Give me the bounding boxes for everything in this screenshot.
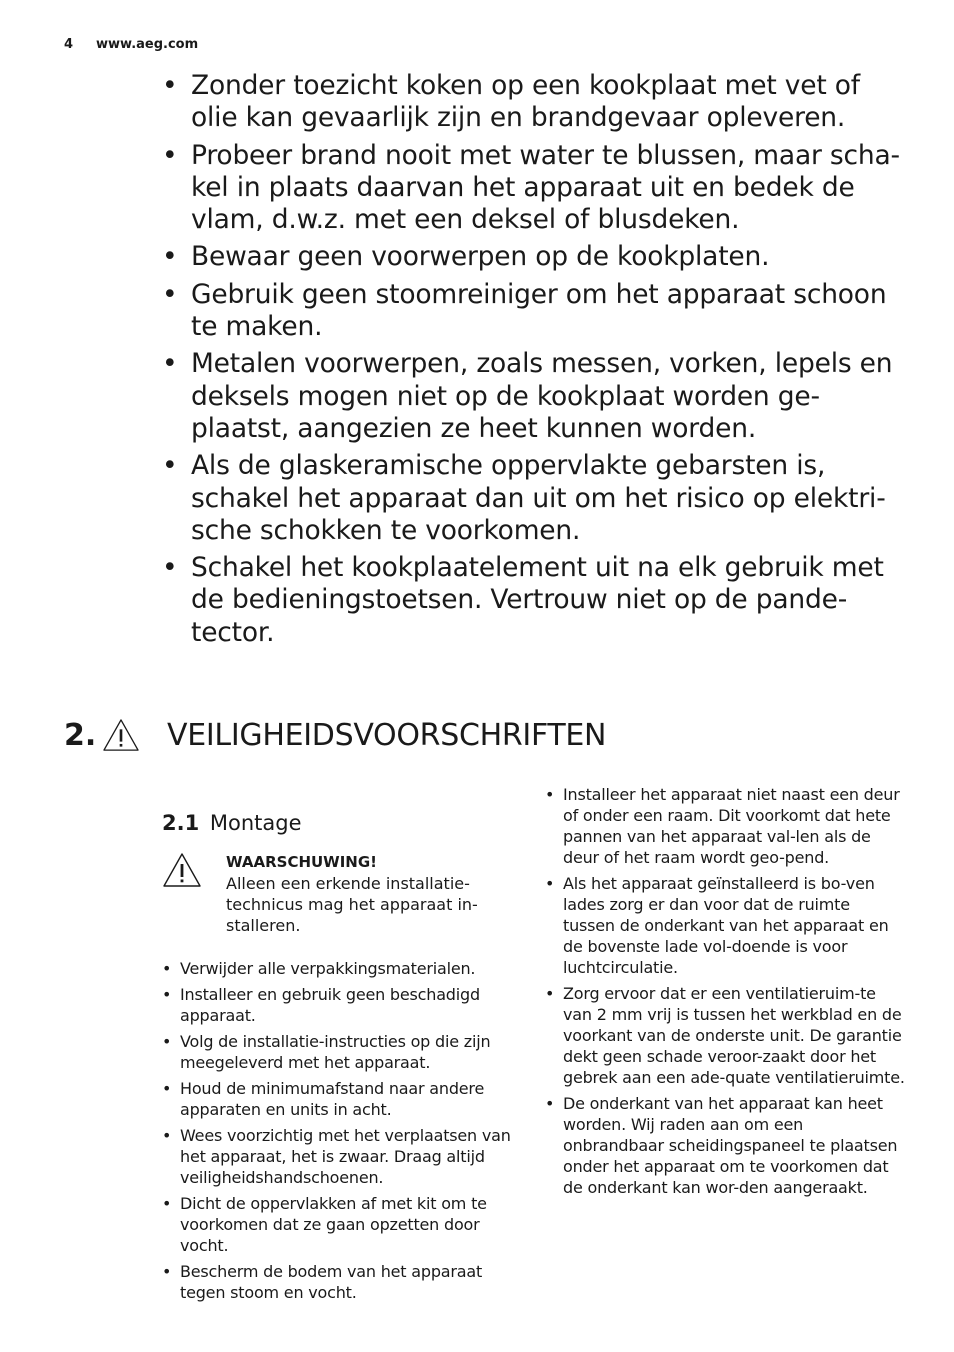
- list-item: • Wees voorzichtig met het verplaatsen van het apparaat, het is zwaar. Draag altijd veiligheidshandschoenen.: [162, 1125, 522, 1188]
- list-item: • Installeer het apparaat niet naast een deur of onder een raam. Dit voorkomt dat hete pannen van het apparaat val-len als de deur of het raam wordt geo-pend.: [545, 784, 905, 868]
- page-header: [64, 37, 198, 52]
- montage-list: [162, 958, 522, 1303]
- list-item: • Metalen voorwerpen, zoals messen, vorken, lepels en deksels mogen niet op de kookplaat worden ge-plaatst, aangezien ze heet kunnen worden.: [162, 348, 902, 445]
- list-item: • Schakel het kookplaatelement uit na elk gebruik met de bedieningstoetsen. Vertrouw niet op de pande-tector.: [162, 552, 902, 649]
- list-item: • Gebruik geen stoomreiniger om het apparaat schoon te maken.: [162, 279, 902, 344]
- list-item: • Zonder toezicht koken op een kookplaat met vet of olie kan gevaarlijk zijn en brandgevaar opleveren.: [162, 70, 902, 135]
- intro-safety-list: [162, 70, 902, 654]
- list-item: • Verwijder alle verpakkingsmaterialen.: [162, 958, 522, 979]
- subsection-number: 2.1: [162, 811, 200, 835]
- list-item: • Probeer brand nooit met water te blussen, maar scha-kel in plaats daarvan het apparaat uit en bedek de vlam, d.w.z. met een deksel of blusdeken.: [162, 140, 902, 237]
- list-item: • Installeer en gebruik geen beschadigd apparaat.: [162, 984, 522, 1026]
- section-heading: [64, 712, 606, 758]
- left-column: [162, 808, 522, 1308]
- warning-notice: [162, 852, 522, 936]
- list-item: • Bescherm de bodem van het apparaat tegen stoom en vocht.: [162, 1261, 522, 1303]
- right-column: [545, 784, 905, 1203]
- section-number: 2.: [64, 717, 97, 753]
- warning-title: WAARSCHUWING!: [226, 853, 378, 871]
- montage-list-continued: [545, 784, 905, 1198]
- warning-triangle-icon: [102, 718, 140, 752]
- list-item: • Dicht de oppervlakken af met kit om te voorkomen dat ze gaan opzetten door vocht.: [162, 1193, 522, 1256]
- warning-text: Alleen een erkende installatie-technicus mag het apparaat in-stalleren.: [226, 874, 478, 935]
- list-item: • Als het apparaat geïnstalleerd is bo-ven lades zorg er dan voor dat de ruimte tussen de onderkant van het apparaat en de bovenste lade vol-doende is voor luchtcirculatie.: [545, 873, 905, 978]
- website-link[interactable]: www.aeg.com: [96, 37, 199, 52]
- warning-triangle-icon: [162, 852, 202, 888]
- list-item: • Als de glaskeramische oppervlakte gebarsten is, schakel het apparaat dan uit om het risico op elektri-sche schokken te voorkomen.: [162, 450, 902, 547]
- list-item: • Volg de installatie-instructies op die zijn meegeleverd met het apparaat.: [162, 1031, 522, 1073]
- list-item: • Zorg ervoor dat er een ventilatieruim-te van 2 mm vrij is tussen het werkblad en de voorkant van de onderste unit. De garantie dekt geen schade veroor-zaakt door het gebrek aan een ade-quate ventilatieruimte.: [545, 983, 905, 1088]
- subsection-title: Montage: [209, 811, 302, 835]
- list-item: • Houd de minimumafstand naar andere apparaten en units in acht.: [162, 1078, 522, 1120]
- subsection-heading: [162, 808, 522, 838]
- page-number: 4: [64, 37, 74, 52]
- section-title: VEILIGHEIDSVOORSCHRIFTEN: [167, 717, 607, 753]
- list-item: • De onderkant van het apparaat kan heet worden. Wij raden aan om een onbrandbaar scheidingspaneel te plaatsen onder het apparaat om te voorkomen dat de onderkant kan wor-den aangeraakt.: [545, 1093, 905, 1198]
- list-item: • Bewaar geen voorwerpen op de kookplaten.: [162, 241, 902, 273]
